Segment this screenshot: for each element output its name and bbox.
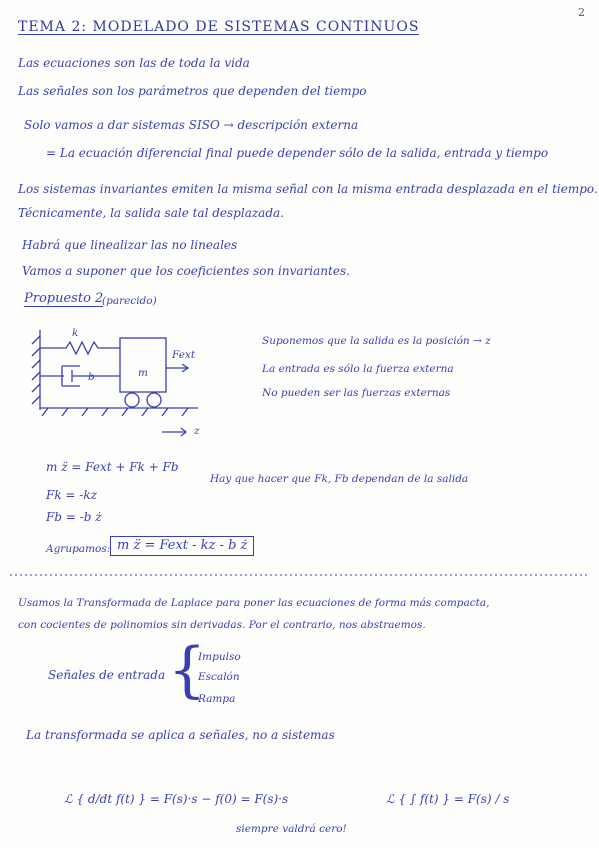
spring-label: k <box>72 327 79 339</box>
section-divider <box>10 572 590 578</box>
intro-line-3: Solo vamos a dar sistemas SISO → descripción externa <box>24 118 359 132</box>
z-axis-arrow <box>160 426 190 438</box>
damper-label: b <box>88 371 95 383</box>
intro-line-1: Las ecuaciones son las de toda la vida <box>18 56 250 70</box>
problem-note: (parecido) <box>102 295 157 307</box>
problem-desc-1: Suponemos que la salida es la posición → z <box>262 335 491 347</box>
mass-label: m <box>138 367 148 379</box>
laplace-line-2: con cocientes de polinomios sin derivadas. Por el contrario, nos abstraemos. <box>18 619 426 631</box>
intro-bullet: = La ecuación diferencial final puede depender sólo de la salida, entrada y tiempo <box>46 146 549 160</box>
problem-heading: Propuesto 2 <box>24 291 104 306</box>
equation-spring-force: Fk = -kz <box>46 488 97 502</box>
intro-line-4: Los sistemas invariantes emiten la misma señal con la misma entrada desplazada en el tiempo. <box>18 182 598 196</box>
page-number: 2 <box>578 6 585 19</box>
intro-line-7: Vamos a suponer que los coeficientes son invariantes. <box>22 264 350 278</box>
force-label: Fext <box>172 349 196 361</box>
input-signals-label: Señales de entrada <box>48 668 166 682</box>
equation-damper-force: Fb = -b ż <box>46 510 102 524</box>
intro-line-2: Las señales son los parámetros que dependen del tiempo <box>18 84 367 98</box>
input-signal-step: Escalón <box>198 671 240 683</box>
grouped-equation: m z̈ = Fext - kz - b ż <box>110 536 254 556</box>
intro-line-5: Técnicamente, la salida sale tal desplazada. <box>18 206 284 220</box>
brace-symbol: { <box>168 635 207 705</box>
equation-newton: m z̈ = Fext + Fk + Fb <box>46 460 179 474</box>
z-axis-label: z <box>194 425 200 437</box>
laplace-footnote: siempre valdrá cero! <box>236 823 347 835</box>
laplace-derivative-formula: ℒ { d/dt f(t) } = F(s)·s − f(0) = F(s)·s <box>64 792 289 806</box>
input-signal-ramp: Rampa <box>198 693 236 705</box>
equation-newton-note: Hay que hacer que Fk, Fb dependan de la salida <box>210 473 469 485</box>
page-title: TEMA 2: MODELADO DE SISTEMAS CONTINUOS <box>18 19 420 35</box>
grouping-label: Agrupamos: <box>46 543 111 555</box>
laplace-integral-formula: ℒ { ∫ f(t) } = F(s) / s <box>386 792 510 806</box>
intro-line-6: Habrá que linealizar las no lineales <box>22 238 238 252</box>
problem-desc-2: La entrada es sólo la fuerza externa <box>262 363 454 375</box>
mass-spring-damper-diagram <box>28 322 228 432</box>
problem-desc-3: No pueden ser las fuerzas externas <box>262 387 451 399</box>
laplace-line-1: Usamos la Transformada de Laplace para poner las ecuaciones de forma más compacta, <box>18 597 490 609</box>
laplace-note: La transformada se aplica a señales, no a sistemas <box>26 728 335 742</box>
input-signal-impulse: Impulso <box>198 651 241 663</box>
